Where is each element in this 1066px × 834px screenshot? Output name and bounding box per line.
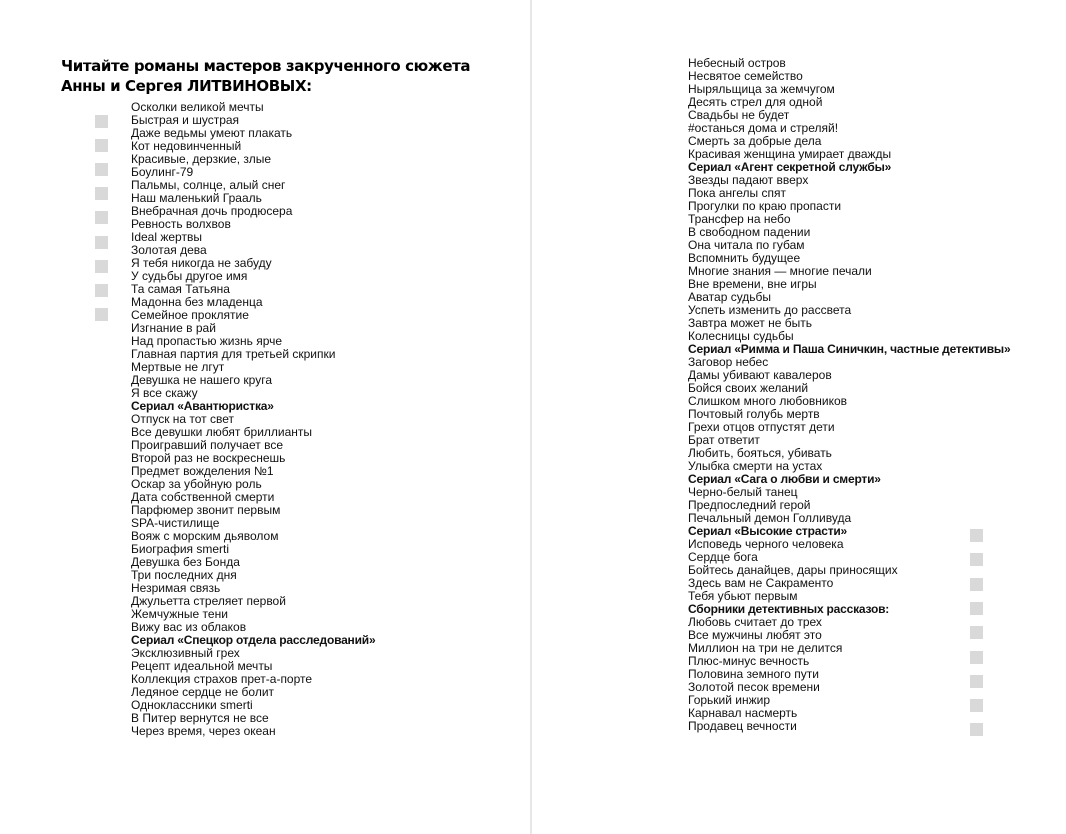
book-title: Проигравший получает все [131,438,283,452]
book-title: Главная партия для третьей скрипки [131,347,336,361]
placeholder-box [95,308,108,321]
book-title: В свободном падении [688,225,811,239]
book-title: Внебрачная дочь продюсера [131,204,293,218]
placeholder-box [95,115,108,128]
book-title: Свадьбы не будет [688,108,790,122]
heading-line-2: Анны и Сергея ЛИТВИНОВЫХ: [61,76,312,95]
book-title: Золотая дева [131,243,207,257]
placeholder-box [95,163,108,176]
book-title: Печальный демон Голливуда [688,511,852,525]
placeholder-box [970,699,983,712]
book-title: Любовь считает до трех [688,615,822,629]
placeholder-box [95,284,108,297]
book-title: Эксклюзивный грех [131,646,240,660]
series-heading: Сериал «Римма и Паша Синичкин, частные детективы» [688,342,1011,356]
placeholder-box [95,236,108,249]
book-title: Половина земного пути [688,667,819,681]
book-list-right [688,57,1010,733]
book-title: Грехи отцов отпустят дети [688,420,835,434]
book-title: Успеть изменить до рассвета [688,303,852,317]
book-title: Дамы убивают кавалеров [688,368,832,382]
book-title: Та самая Татьяна [131,282,230,296]
book-title: Слишком много любовников [688,394,847,408]
book-title: Я все скажу [131,386,198,400]
book-title: Продавец вечности [688,719,797,733]
series-heading: Сборники детективных рассказов: [688,602,890,616]
book-title: Мадонна без младенца [131,295,263,309]
heading-line-1: Читайте романы мастеров закрученного сюжета [61,57,471,75]
book-title: Карнавал насмерть [688,706,798,720]
book-title: Горький инжир [688,693,771,707]
book-title: Девушка без Бонда [131,555,240,569]
book-title: Прогулки по краю пропасти [688,199,842,213]
book-title: Колесницы судьбы [688,329,794,343]
book-title: Осколки великой мечты [131,100,264,114]
placeholder-box [95,211,108,224]
placeholder-box [95,260,108,273]
placeholder-box [95,187,108,200]
placeholder-box [970,651,983,664]
book-title: Три последних дня [131,568,237,582]
book-title: Любить, бояться, убивать [688,446,832,460]
page-heading [61,57,470,96]
right-page [532,0,1066,834]
book-title: Черно-белый танец [688,485,798,499]
book-title: Брат ответит [688,433,760,447]
book-title: Кот недовинченный [131,139,242,153]
left-page [0,0,530,834]
book-title: Предмет вожделения №1 [131,464,274,478]
book-title: Парфюмер звонит первым [131,503,281,517]
placeholder-box [970,723,983,736]
book-title: Вояж с морским дьяволом [131,529,279,543]
book-title: Второй раз не воскреснешь [131,451,286,465]
book-title: Быстрая и шустрая [131,113,240,127]
book-list-left [131,101,375,738]
book-title: Пальмы, солнце, алый снег [131,178,286,192]
book-title: Плюс-минус вечность [688,654,810,668]
book-title: Рецепт идеальной мечты [131,659,273,673]
series-heading: Сериал «Спецкор отдела расследований» [131,633,376,647]
book-title: Ледяное сердце не болит [131,685,275,699]
book-title: Все мужчины любят это [688,628,822,642]
book-title: Улыбка смерти на устах [688,459,823,473]
placeholder-box [970,578,983,591]
book-title: Я тебя никогда не забуду [131,256,272,270]
book-title: Отпуск на тот свет [131,412,235,426]
placeholder-box [970,529,983,542]
series-heading: Сериал «Сага о любви и смерти» [688,472,881,486]
book-title: В Питер вернутся не все [131,711,269,725]
book-title: Даже ведьмы умеют плакать [131,126,293,140]
book-title: Семейное проклятие [131,308,249,322]
book-title: Девушка не нашего круга [131,373,272,387]
book-title: Заговор небес [688,355,769,369]
book-title: Красивые, дерзкие, злые [131,152,272,166]
book-title: Золотой песок времени [688,680,820,694]
book-title: Ревность волхвов [131,217,231,231]
book-title: Все девушки любят бриллианты [131,425,313,439]
series-heading: Сериал «Авантюристка» [131,399,274,413]
book-title: Она читала по губам [688,238,805,252]
book-title: Незримая связь [131,581,221,595]
book-title: Дата собственной смерти [131,490,275,504]
placeholder-box [970,602,983,615]
placeholder-box [970,675,983,688]
book-title: #останься дома и стреляй! [688,121,839,135]
book-title: Биография smerti [131,542,230,556]
book-title: Миллион на три не делится [688,641,843,655]
book-title: Почтовый голубь мертв [688,407,820,421]
book-title: Одноклассники smerti [131,698,253,712]
book-title: Трансфер на небо [688,212,791,226]
book-title: Аватар судьбы [688,290,772,304]
book-title: Боулинг-79 [131,165,194,179]
book-title: Десять стрел для одной [688,95,823,109]
book-title: Вспомнить будущее [688,251,801,265]
book-title: Ныряльщица за жемчугом [688,82,835,96]
book-title: Пока ангелы спят [688,186,786,200]
book-title: Многие знания — многие печали [688,264,872,278]
book-title: Несвятое семейство [688,69,803,83]
book-title: Джульетта стреляет первой [131,594,286,608]
book-title: Изгнание в рай [131,321,216,335]
book-title: Смерть за добрые дела [688,134,822,148]
book-title: Коллекция страхов прет-а-порте [131,672,313,686]
book-title: Оскар за убойную роль [131,477,262,491]
book-title: Звезды падают вверх [688,173,809,187]
book-title: Предпоследний герой [688,498,811,512]
book-title: Красивая женщина умирает дважды [688,147,892,161]
book-title: Жемчужные тени [131,607,228,621]
book-title: Мертвые не лгут [131,360,225,374]
book-title: У судьбы другое имя [131,269,248,283]
book-title: Бойтесь данайцев, дары приносящих [688,563,898,577]
book-title: Вижу вас из облаков [131,620,247,634]
book-title: Здесь вам не Сакраменто [688,576,834,590]
book-title: Ideal жертвы [131,230,202,244]
series-heading: Сериал «Агент секретной службы» [688,160,892,174]
series-heading: Сериал «Высокие страсти» [688,524,848,538]
book-title: Сердце бога [688,550,758,564]
book-title: Бойся своих желаний [688,381,809,395]
placeholder-box [970,553,983,566]
book-title: Наш маленький Грааль [131,191,262,205]
book-title: Небесный остров [688,56,786,70]
book-title: Тебя убьют первым [688,589,798,603]
placeholder-box [95,139,108,152]
book-title: Вне времени, вне игры [688,277,817,291]
book-title: SPA-чистилище [131,516,220,530]
book-title: Над пропастью жизнь ярче [131,334,283,348]
book-title: Завтра может не быть [688,316,813,330]
book-title: Через время, через океан [131,724,276,738]
placeholder-box [970,626,983,639]
book-title: Исповедь черного человека [688,537,844,551]
